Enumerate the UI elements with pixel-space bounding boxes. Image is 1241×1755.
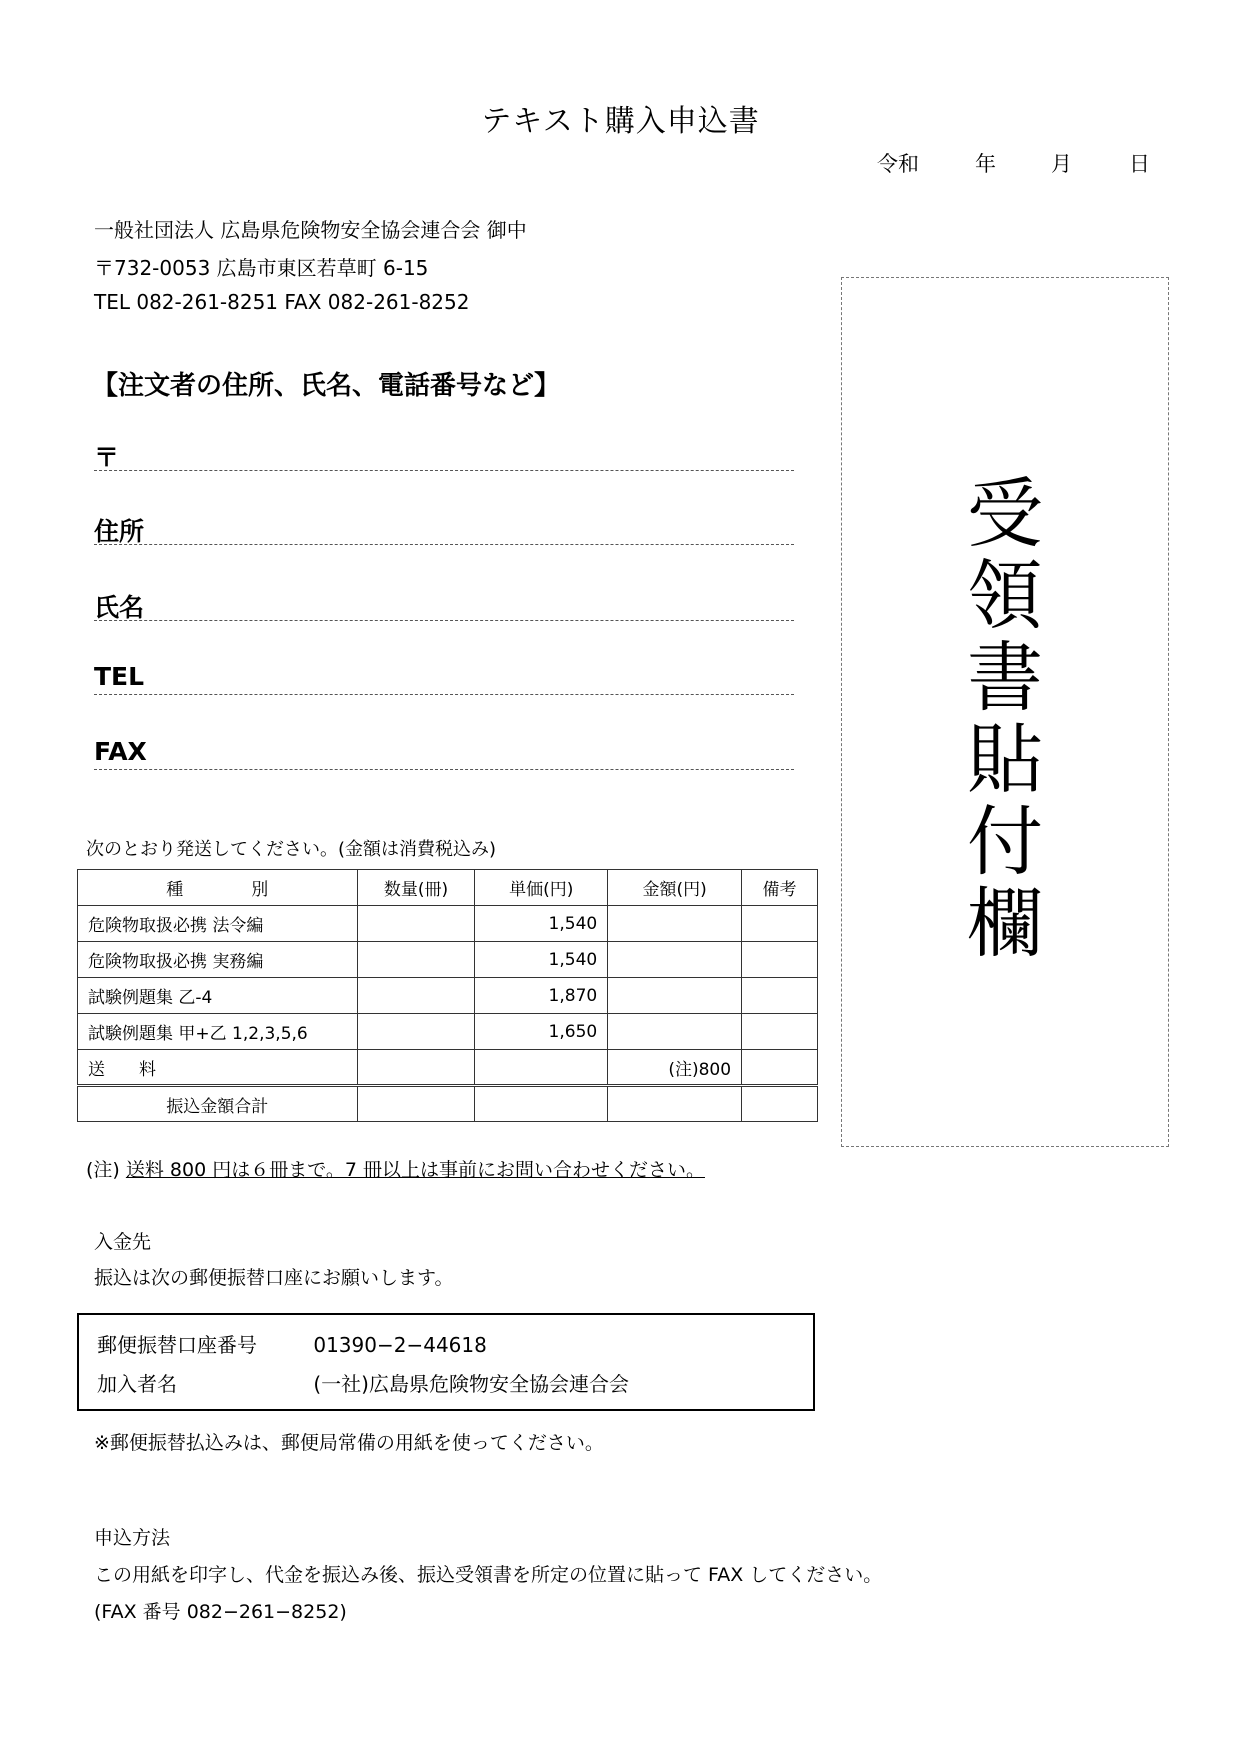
amount-cell[interactable] xyxy=(608,978,742,1014)
header-amount: 金額(円) xyxy=(608,870,742,906)
item-name: 試験例題集 乙-4 xyxy=(78,978,358,1014)
header-price: 単価(円) xyxy=(475,870,608,906)
table-row xyxy=(78,906,818,942)
postal-field[interactable] xyxy=(94,470,794,471)
qty-cell[interactable] xyxy=(357,978,475,1014)
shipping-row xyxy=(78,1050,818,1086)
orderer-heading: 【注文者の住所、氏名、電話番号など】 xyxy=(92,371,561,401)
holder-name: (一社)広島県危険物安全協会連合会 xyxy=(313,1372,629,1396)
price-cell: 1,540 xyxy=(475,942,608,978)
amount-cell[interactable] xyxy=(608,906,742,942)
address-label: 住所 xyxy=(94,517,145,546)
amount-cell[interactable] xyxy=(608,1014,742,1050)
receipt-area-label: 受 領 書 貼 付 欄 xyxy=(967,469,1043,968)
footnote-text: 送料 800 円は６冊まで。7 冊以上は事前にお問い合わせください。 xyxy=(125,1159,705,1181)
bank-account-box xyxy=(77,1313,815,1411)
note-cell[interactable] xyxy=(742,942,818,978)
payment-note: ※郵便振替払込みは、郵便局常備の用紙を使ってください。 xyxy=(94,1432,604,1454)
amount-cell[interactable] xyxy=(608,942,742,978)
page-title: テキスト購入申込書 xyxy=(481,104,760,139)
account-number: 01390−2−44618 xyxy=(313,1333,487,1357)
fax-label: FAX xyxy=(94,737,147,766)
payment-instruction: 振込は次の郵便振替口座にお願いします。 xyxy=(94,1267,454,1289)
application-fax: (FAX 番号 082−261−8252) xyxy=(94,1601,347,1623)
qty-cell[interactable] xyxy=(357,942,475,978)
tel-field[interactable] xyxy=(94,694,794,695)
total-label: 振込金額合計 xyxy=(78,1086,358,1122)
shipping-footnote xyxy=(86,1155,705,1182)
payment-heading: 入金先 xyxy=(94,1231,152,1253)
header-qty: 数量(冊) xyxy=(357,870,475,906)
name-field[interactable] xyxy=(94,620,794,621)
item-name: 試験例題集 甲+乙 1,2,3,5,6 xyxy=(78,1014,358,1050)
note-cell[interactable] xyxy=(742,1014,818,1050)
note-cell[interactable] xyxy=(742,906,818,942)
qty-cell[interactable] xyxy=(357,906,475,942)
receipt-attachment-area xyxy=(841,277,1169,1147)
recipient-address: 〒732-0053 広島市東区若草町 6-15 xyxy=(94,256,429,280)
shipping-label: 送 料 xyxy=(78,1050,358,1086)
name-label: 氏名 xyxy=(94,593,145,622)
qty-cell[interactable] xyxy=(357,1014,475,1050)
address-field[interactable] xyxy=(94,544,794,545)
account-label: 郵便振替口座番号 xyxy=(97,1333,257,1357)
date-era: 令和 xyxy=(877,152,919,176)
table-row xyxy=(78,1014,818,1050)
qty-cell xyxy=(357,1050,475,1086)
total-price xyxy=(475,1086,608,1122)
date-year: 年 xyxy=(975,152,996,176)
recipient-contact: TEL 082-261-8251 FAX 082-261-8252 xyxy=(94,290,470,314)
note-cell[interactable] xyxy=(742,978,818,1014)
total-row xyxy=(78,1086,818,1122)
price-cell: 1,540 xyxy=(475,906,608,942)
footnote-prefix: (注) xyxy=(86,1159,120,1181)
total-qty[interactable] xyxy=(357,1086,475,1122)
header-item: 種 別 xyxy=(78,870,358,906)
account-row xyxy=(97,1329,487,1358)
table-row xyxy=(78,978,818,1014)
application-heading: 申込方法 xyxy=(94,1527,171,1549)
application-instruction: この用紙を印字し、代金を振込み後、振込受領書を所定の位置に貼って FAX してください。 xyxy=(94,1564,883,1586)
total-note[interactable] xyxy=(742,1086,818,1122)
item-name: 危険物取扱必携 実務編 xyxy=(78,942,358,978)
price-cell xyxy=(475,1050,608,1086)
item-name: 危険物取扱必携 法令編 xyxy=(78,906,358,942)
price-cell: 1,650 xyxy=(475,1014,608,1050)
fax-field[interactable] xyxy=(94,769,794,770)
table-header-row xyxy=(78,870,818,906)
table-row xyxy=(78,942,818,978)
holder-row xyxy=(97,1368,629,1397)
date-day: 日 xyxy=(1129,152,1150,176)
total-amount[interactable] xyxy=(608,1086,742,1122)
recipient-name: 一般社団法人 広島県危険物安全協会連合会 御中 xyxy=(94,218,527,242)
header-note: 備考 xyxy=(742,870,818,906)
shipping-amount: (注)800 xyxy=(608,1050,742,1086)
order-intro: 次のとおり発送してください。(金額は消費税込み) xyxy=(86,839,497,860)
holder-label: 加入者名 xyxy=(97,1372,177,1396)
price-cell: 1,870 xyxy=(475,978,608,1014)
date-month: 月 xyxy=(1051,152,1072,176)
tel-label: TEL xyxy=(94,662,145,691)
note-cell[interactable] xyxy=(742,1050,818,1086)
order-table xyxy=(77,869,818,1122)
postal-label: 〒 xyxy=(94,443,120,472)
